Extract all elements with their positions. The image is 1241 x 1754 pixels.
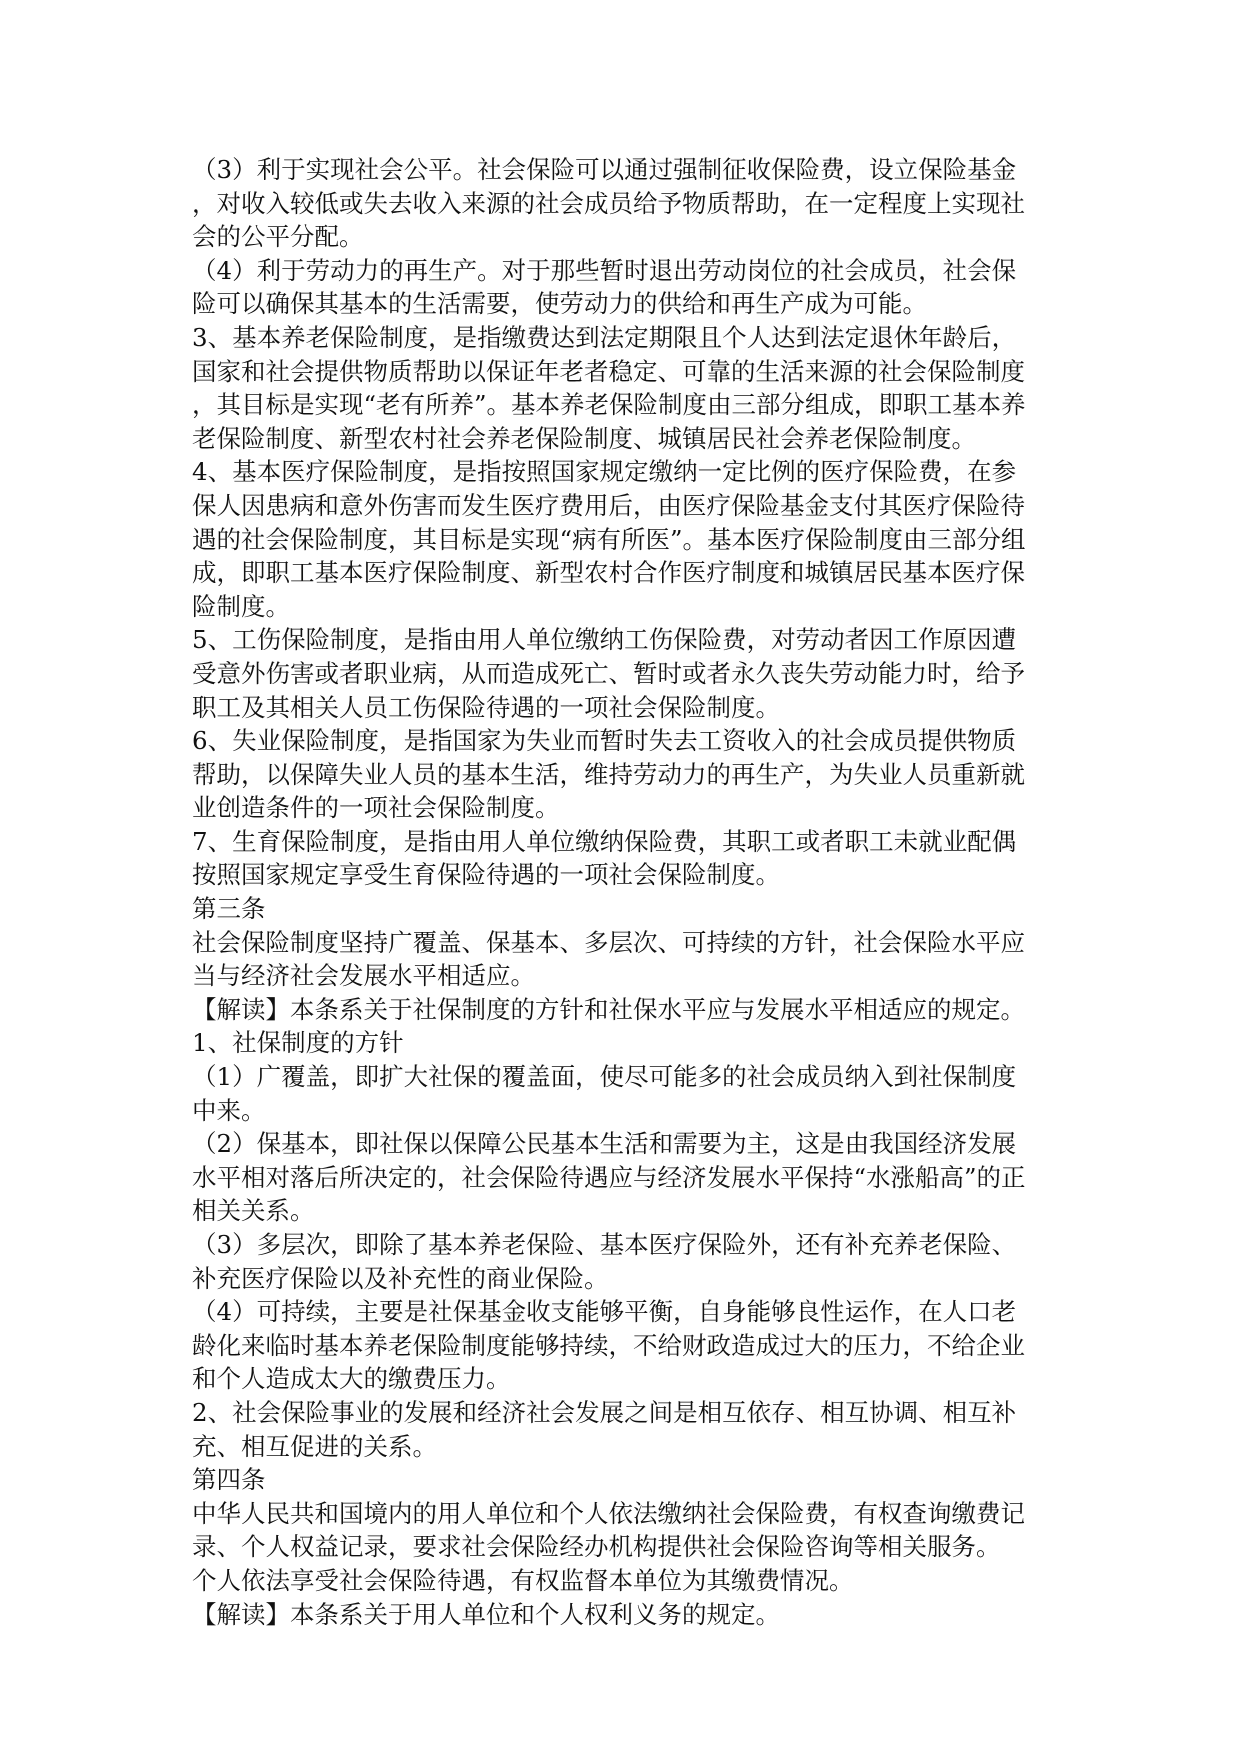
text-line: 2、社会保险事业的发展和经济社会发展之间是相互依存、相互协调、相互补 — [192, 1397, 1017, 1427]
text-line: 1、社保制度的方针 — [192, 1028, 404, 1058]
text-line: （1）广覆盖，即扩大社保的覆盖面，使尽可能多的社会成员纳入到社保制度 — [192, 1062, 1017, 1092]
text-line: 7、生育保险制度，是指由用人单位缴纳保险费，其职工或者职工未就业配偶 — [192, 826, 1017, 856]
text-line: （3）利于实现社会公平。社会保险可以通过强制征收保险费，设立保险基金 — [192, 155, 1017, 184]
text-line: 和个人造成太大的缴费压力。 — [192, 1364, 511, 1394]
text-line: （2）保基本，即社保以保障公民基本生活和需要为主，这是由我国经济发展 — [192, 1129, 1017, 1159]
text-line: 个人依法享受社会保险待遇，有权监督本单位为其缴费情况。 — [192, 1565, 854, 1595]
text-line: 会的公平分配。 — [192, 222, 364, 252]
text-line: 龄化来临时基本养老保险制度能够持续，不给财政造成过大的压力，不给企业 — [192, 1330, 1025, 1360]
text-line: （4）可持续，主要是社保基金收支能够平衡，自身能够良性运作，在人口老 — [192, 1297, 1017, 1327]
text-line: 4、基本医疗保险制度，是指按照国家规定缴纳一定比例的医疗保险费，在参 — [192, 457, 1017, 487]
text-line: 老保险制度、新型农村社会养老保险制度、城镇居民社会养老保险制度。 — [192, 423, 976, 453]
text-line: 中华人民共和国境内的用人单位和个人依法缴纳社会保险费，有权查询缴费记 — [192, 1498, 1025, 1528]
text-line: 【解读】本条系关于社保制度的方针和社保水平应与发展水平相适应的规定。 — [192, 994, 1025, 1024]
text-line: 6、失业保险制度，是指国家为失业而暂时失去工资收入的社会成员提供物质 — [192, 726, 1017, 756]
text-line: 社会保险制度坚持广覆盖、保基本、多层次、可持续的方针，社会保险水平应 — [192, 927, 1025, 957]
text-line: （4）利于劳动力的再生产。对于那些暂时退出劳动岗位的社会成员，社会保 — [192, 255, 1017, 285]
text-line: 补充医疗保险以及补充性的商业保险。 — [192, 1263, 609, 1293]
text-line: 帮助，以保障失业人员的基本生活，维持劳动力的再生产，为失业人员重新就 — [192, 759, 1025, 789]
document-body — [192, 153, 1052, 1631]
text-line: 充、相互促进的关系。 — [192, 1431, 437, 1461]
text-line: 录、个人权益记录，要求社会保险经办机构提供社会保险咨询等相关服务。 — [192, 1532, 1001, 1562]
text-line: 险制度。 — [192, 591, 290, 621]
text-line: 受意外伤害或者职业病，从而造成死亡、暂时或者永久丧失劳动能力时，给予 — [192, 658, 1025, 688]
text-line: 职工及其相关人员工伤保险待遇的一项社会保险制度。 — [192, 692, 780, 722]
text-line: 按照国家规定享受生育保险待遇的一项社会保险制度。 — [192, 860, 780, 890]
text-line: 中来。 — [192, 1095, 266, 1125]
text-line: 业创造条件的一项社会保险制度。 — [192, 793, 560, 823]
text-line: 保人因患病和意外伤害而发生医疗费用后，由医疗保险基金支付其医疗保险待 — [192, 490, 1025, 520]
text-line: （3）多层次，即除了基本养老保险、基本医疗保险外，还有补充养老保险、 — [192, 1230, 1017, 1259]
section-heading: 第四条 — [192, 1465, 266, 1495]
text-line: 【解读】本条系关于用人单位和个人权利义务的规定。 — [192, 1599, 780, 1629]
text-line: 3、基本养老保险制度，是指缴费达到法定期限且个人达到法定退休年龄后， — [192, 322, 1017, 352]
text-line: ，对收入较低或失去收入来源的社会成员给予物质帮助，在一定程度上实现社 — [192, 188, 1025, 218]
text-line: ，其目标是实现“老有所养”。基本养老保险制度由三部分组成，即职工基本养 — [192, 390, 1026, 420]
text-line: 相关关系。 — [192, 1196, 315, 1226]
text-line: 成，即职工基本医疗保险制度、新型农村合作医疗制度和城镇居民基本医疗保 — [192, 558, 1025, 588]
section-heading: 第三条 — [192, 894, 266, 924]
text-line: 当与经济社会发展水平相适应。 — [192, 961, 535, 991]
text-line: 水平相对落后所决定的，社会保险待遇应与经济发展水平保持“水涨船高”的正 — [192, 1162, 1026, 1192]
text-line: 遇的社会保险制度，其目标是实现“病有所医”。基本医疗保险制度由三部分组 — [192, 524, 1026, 554]
text-line: 5、工伤保险制度，是指由用人单位缴纳工伤保险费，对劳动者因工作原因遭 — [192, 625, 1017, 655]
text-line: 险可以确保其基本的生活需要，使劳动力的供给和再生产成为可能。 — [192, 289, 927, 319]
text-line: 国家和社会提供物质帮助以保证年老者稳定、可靠的生活来源的社会保险制度 — [192, 356, 1025, 386]
